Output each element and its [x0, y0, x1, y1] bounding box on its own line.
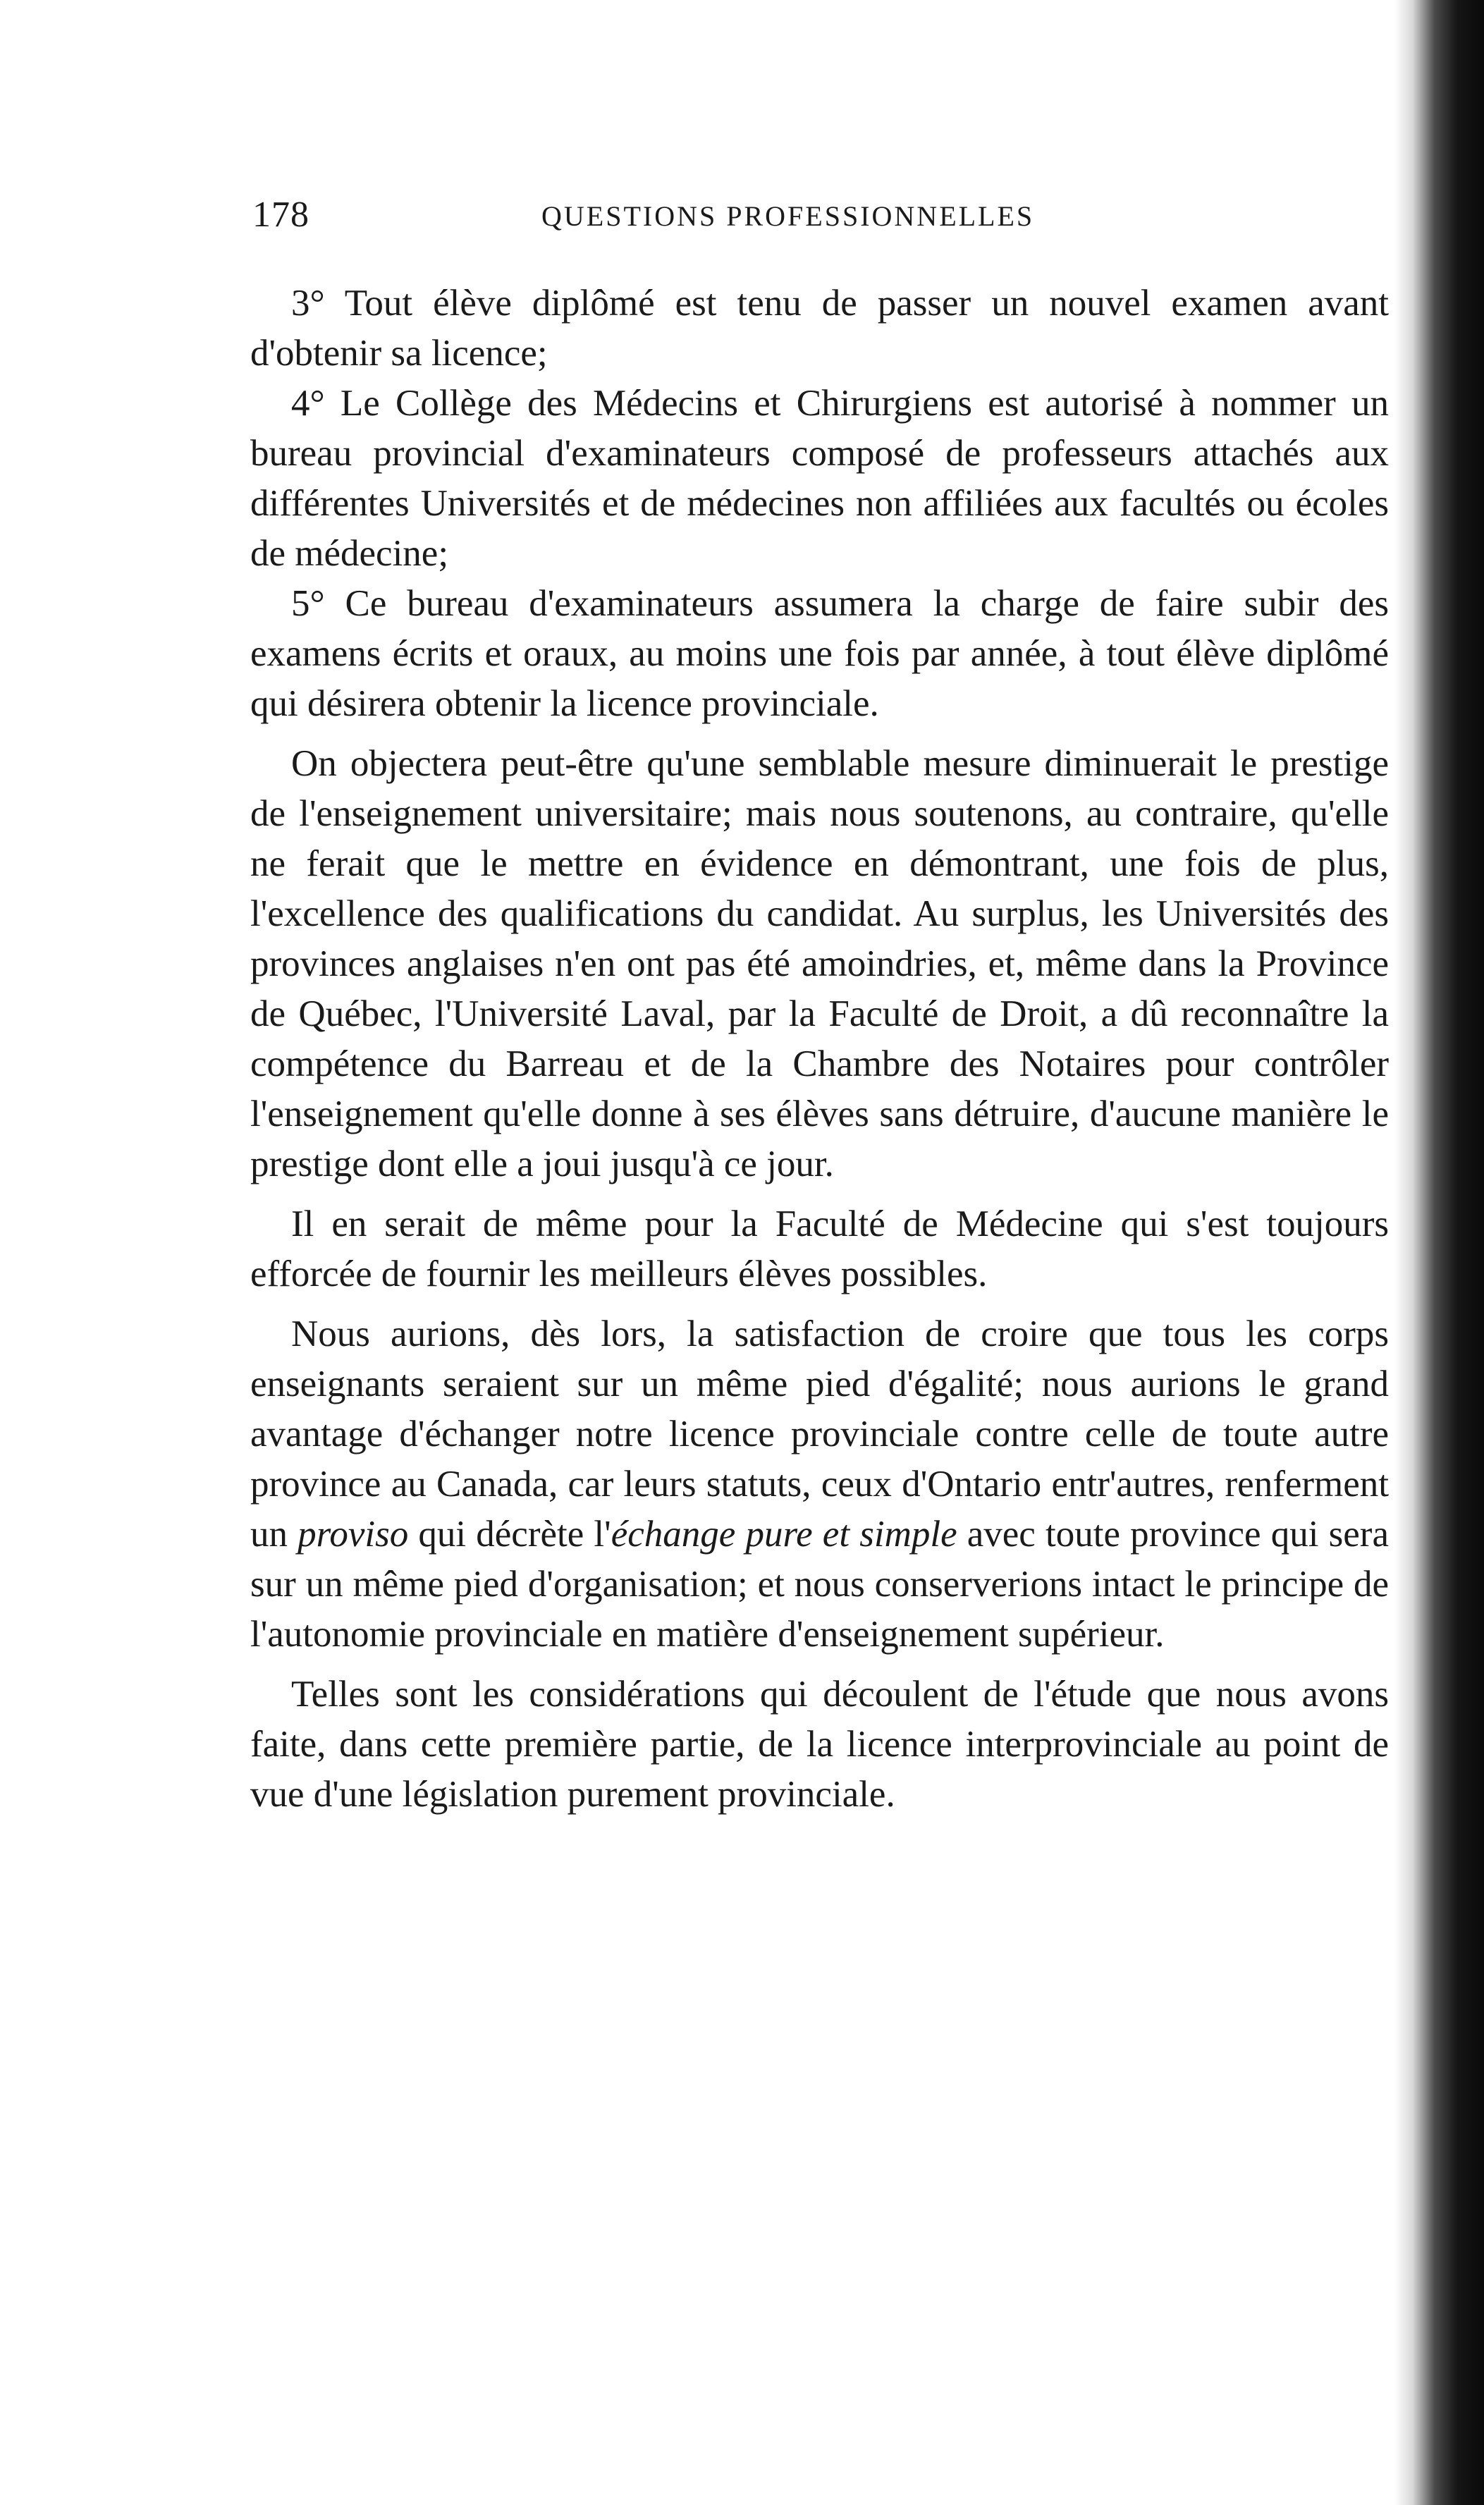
page-number: 178: [252, 195, 309, 235]
binding-edge: [1394, 0, 1484, 2505]
paragraph-text: qui décrète l': [408, 1514, 611, 1555]
page-header: [252, 194, 1394, 243]
paragraph-satisfaction: [250, 1309, 1389, 1660]
paragraph-item-4: 4° Le Collège des Médecins et Chirurgiens est autorisé à nommer un bureau provincial d'examinateurs composé de professeurs attachés aux différentes Universités et de médecines non affiliées aux facultés ou écoles de médecine;: [250, 383, 1389, 574]
italic-term: proviso: [298, 1514, 409, 1555]
paragraph-objection: On objectera peut-être qu'une semblable mesure diminuerait le prestige de l'enseignement universitaire; mais nous soutenons, au contraire, qu'elle ne ferait que le mettre en évidence en démontrant, une fois de plus, l'excellence des qualifications du candidat. Au surplus, les Universités des provinces anglaises n'en ont pas été amoindries, et, même dans la Province de Québec, l'Université Laval, par la Faculté de Droit, a dû reconnaître la compétence du Barreau et de la Chambre des Notaires pour contrôler l'enseignement qu'elle donne à ses élèves sans détruire, d'aucune manière le prestige dont elle a joui jusqu'à ce jour.: [250, 743, 1389, 1184]
italic-term: échange pure et simple: [611, 1514, 957, 1555]
paragraph-faculte-medecine: Il en serait de même pour la Faculté de Médecine qui s'est toujours efforcée de fournir les meilleurs élèves possibles.: [250, 1203, 1389, 1294]
paragraph-item-3: 3° Tout élève diplômé est tenu de passer un nouvel examen avant d'obtenir sa licence;: [250, 283, 1389, 374]
paragraph-item-5: 5° Ce bureau d'examinateurs assumera la charge de faire subir des examens écrits et oraux, au moins une fois par année, à tout élève diplômé qui désirera obtenir la licence provinciale.: [250, 583, 1389, 724]
body-text: [250, 278, 1389, 1820]
paragraph-text: avec toute province qui sera sur un même pied d'organisation; et nous conserverions intact le principe de l'autonomie provinciale en matière d'enseignement supérieur.: [250, 1514, 1389, 1655]
paragraph-text: Nous aurions, dès lors, la satisfaction de croire que tous les corps enseignants seraient sur un même pied d'égalité; nous aurions le grand avantage d'échanger notre licence provinciale contre celle de toute autre province au Canada, car leurs statuts, ceux d'Ontario entr'autres, renferment un: [250, 1313, 1389, 1555]
paragraph-conclusion: Telles sont les considérations qui découlent de l'étude que nous avons faite, dans cette première partie, de la licence interprovinciale au point de vue d'une législation purement provinciale.: [250, 1674, 1389, 1815]
running-head: QUESTIONS PROFESSIONNELLES: [541, 200, 1035, 232]
